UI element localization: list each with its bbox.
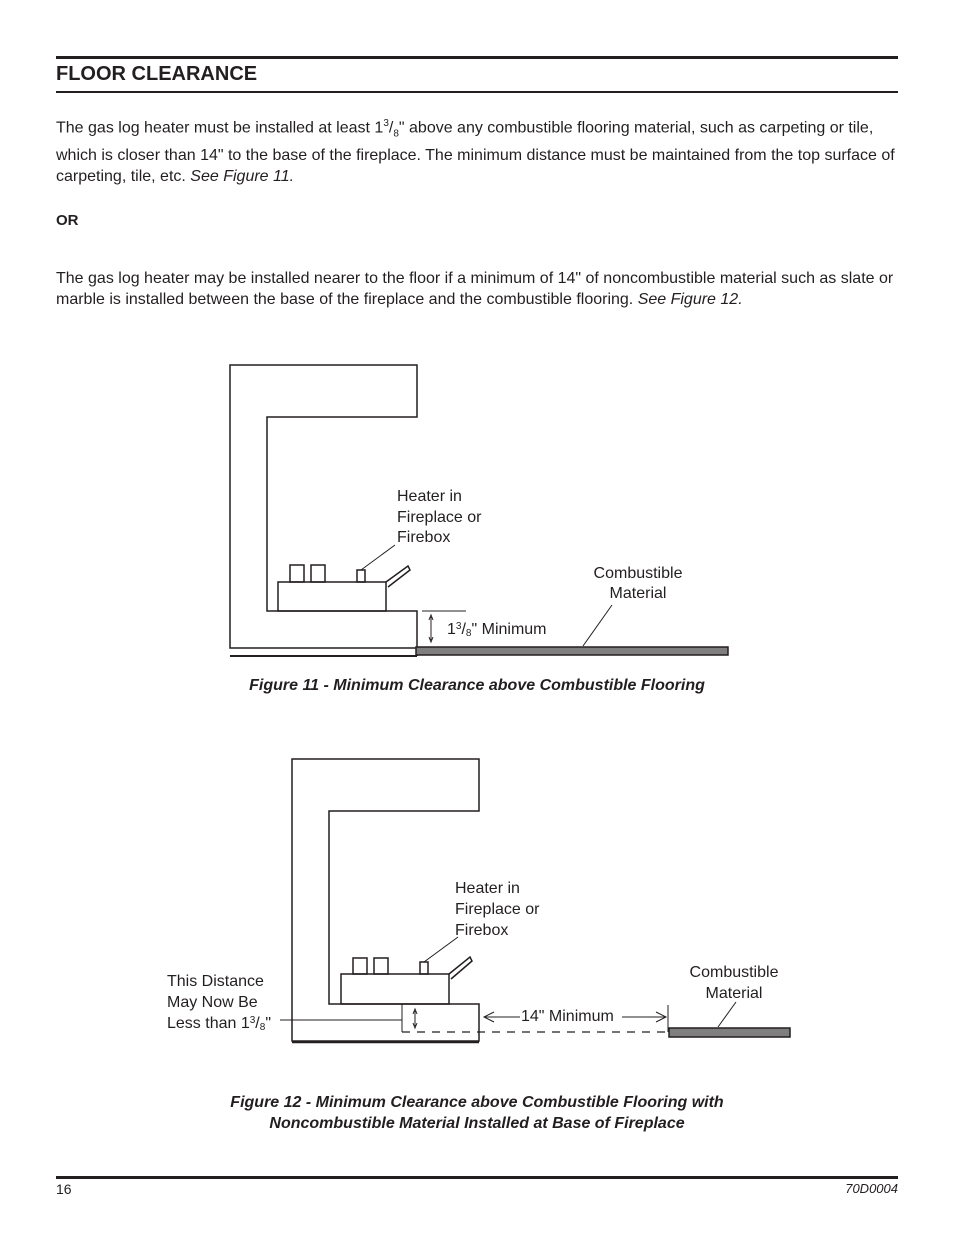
combustible-leader-2 [718,1002,736,1027]
heater-knob-6 [420,962,428,974]
figure-12-caption-line1: Figure 12 - Minimum Clearance above Combustible Flooring with [230,1094,724,1111]
fig12-heater-label-line3: Firebox [455,922,509,939]
fig11-clearance-den: 8 [465,628,472,639]
para1-figure-ref: See Figure 11. [190,167,295,185]
heater-body-2 [341,974,449,1004]
fig12-combustible-label-line1: Combustible [689,964,779,981]
fig12-combustible-label-line2: Material [705,985,763,1002]
fig11-heater-label-line2: Fireplace or [397,509,482,526]
heater-knob-3 [357,570,365,582]
combustible-flooring-strip-2 [669,1028,790,1037]
fig11-clearance-slash: / [461,621,466,638]
fig12-distance-label-line2: May Now Be [167,994,258,1011]
fig12-distance-den: 8 [259,1022,266,1033]
heater-leader-2 [424,937,458,962]
fig12-min-label: 14" Minimum [521,1008,614,1025]
fig11-heater-label-line1: Heater in [397,488,462,505]
figure-12-caption-line2: Noncombustible Material Installed at Base of Fireplace [269,1115,685,1132]
fig11-clearance-label [447,621,547,639]
para1-frac-den: 8 [393,128,399,140]
fig12-distance-slash: / [255,1015,260,1032]
figure-11-caption: Figure 11 - Minimum Clearance above Combustible Flooring [249,677,705,694]
fig11-clearance-num: 3 [455,621,462,632]
heater-knob-5 [374,958,388,974]
or-label: OR [56,212,79,229]
heater-handle [386,566,410,587]
page-number: 16 [56,1181,72,1197]
para1-frac-slash: / [388,119,394,137]
heater-knob-2 [311,565,325,582]
para2-text: The gas log heater may be installed nearer to the floor if a minimum of 14" of noncombustible material such as slate or marble is installed between the base of the fireplace and the combustible flooring. [56,270,894,308]
fig12-distance-num: 3 [249,1015,256,1026]
combustible-flooring-strip [416,647,728,655]
fireplace-outline [230,365,417,648]
fig11-heater-label-line3: Firebox [397,529,451,546]
document-code: 70D0004 [845,1181,898,1196]
para1-frac-num: 3 [383,118,389,129]
heater-knob-1 [290,565,304,582]
heater-handle-2 [449,957,472,979]
combustible-leader [583,605,612,646]
fig12-distance-suffix: " [265,1015,271,1032]
heater-leader [361,545,395,570]
fig11-clearance-whole: 1 [447,621,456,638]
fig11-clearance-suffix: " Minimum [471,621,547,638]
para2-figure-ref: See Figure 12. [637,291,743,308]
fig12-distance-label-line3 [167,1015,271,1033]
heater-body [278,582,386,611]
section-heading: FLOOR CLEARANCE [56,63,258,85]
fig12-distance-prefix: Less than 1 [167,1015,250,1032]
fig12-heater-label-line1: Heater in [455,880,520,897]
fig12-heater-label-line2: Fireplace or [455,901,540,918]
para1-text-before: The gas log heater must be installed at least 1 [56,119,384,137]
fig11-combustible-label-line2: Material [609,585,667,602]
fig12-distance-label-line1: This Distance [167,973,264,990]
para1-text-after: " above any combustible flooring material, such as carpeting or tile, which is closer than 14" to the base of the fireplace. The minimum distance must be maintained from the top surface of carpeting, tile, etc. [56,119,895,185]
fig11-combustible-label-line1: Combustible [593,565,683,582]
heater-knob-4 [353,958,367,974]
footer-rule [56,1176,898,1179]
fireplace-outline-2 [292,759,479,1041]
